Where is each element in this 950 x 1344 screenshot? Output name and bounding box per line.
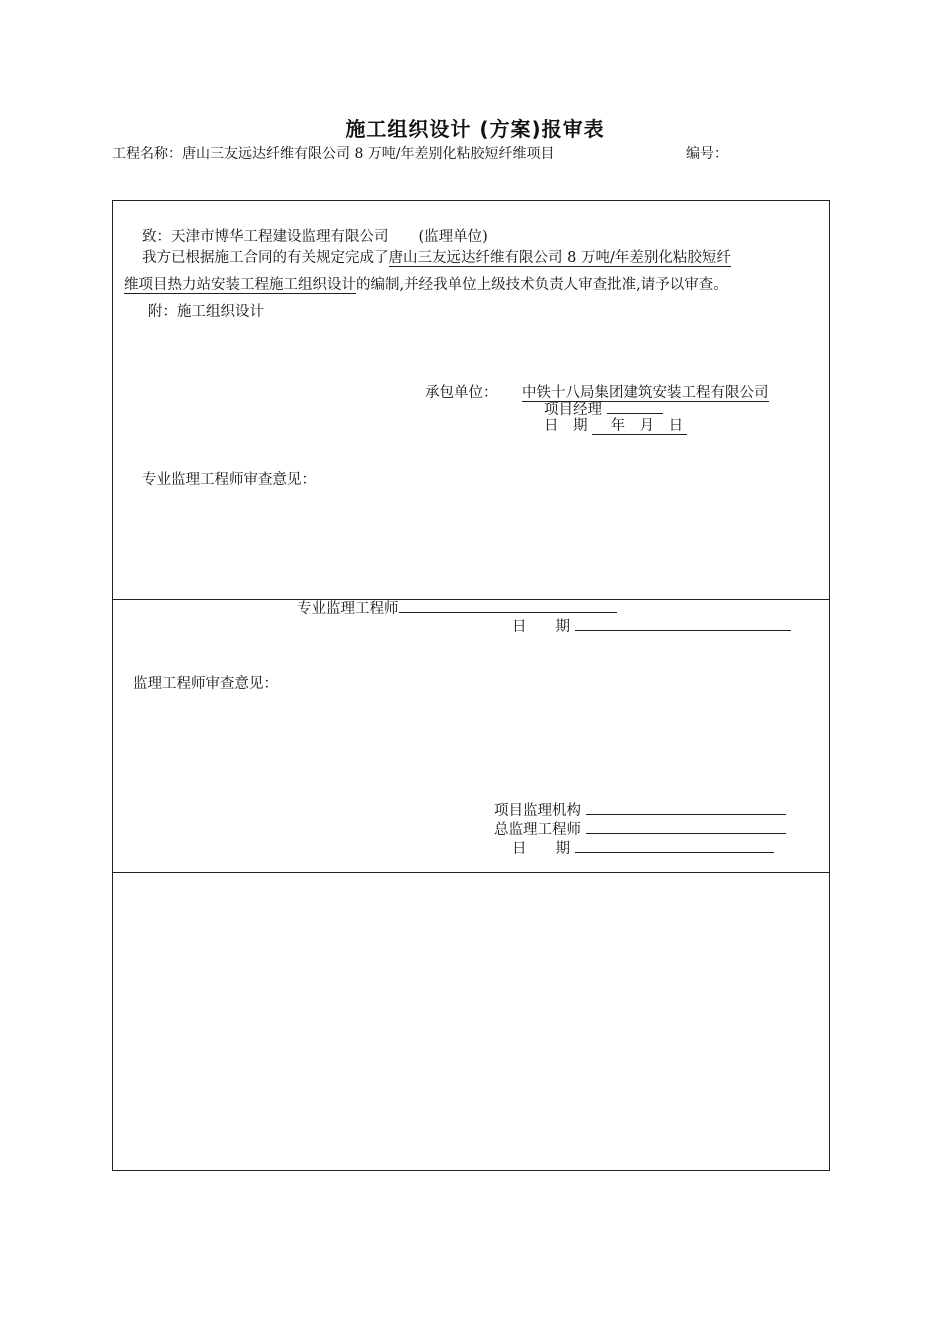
project-label: 工程名称： [112, 146, 182, 162]
date-label: 日 期 [544, 418, 588, 434]
supervision-company: 天津市博华工程建设监理有限公司 [171, 229, 389, 245]
body-line-2 [124, 273, 728, 294]
specialist-label: 专业监理工程师 [297, 601, 399, 617]
specialist-date-line [512, 615, 791, 636]
pm-label: 项目经理 [544, 402, 602, 418]
supervisor-opinion-label: 监理工程师审查意见： [133, 676, 278, 692]
org-label: 项目监理机构 [494, 803, 581, 819]
supervision-role: (监理单位) [418, 229, 488, 245]
specialist-date-label: 日 期 [512, 619, 570, 635]
pm-signature-blank[interactable] [607, 401, 663, 414]
project-name: 唐山三友远达纤维有限公司 8 万吨/年差别化粘胶短纤维项目 [182, 146, 555, 162]
body-line-1 [142, 246, 731, 267]
chief-date-label: 日 期 [512, 841, 570, 857]
chief-signature-blank[interactable] [586, 821, 786, 834]
row-divider-2 [112, 872, 830, 873]
chief-sign-line [494, 818, 786, 839]
number-label: 编号： [686, 146, 728, 162]
contractor-name: 中铁十八局集团建筑安装工程有限公司 [522, 385, 769, 401]
body-underlined-2: 维项目热力站安装工程施工组织设计 [124, 277, 356, 293]
page-title: 施工组织设计 (方案)报审表 [345, 117, 605, 141]
contractor-label: 承包单位： [425, 385, 498, 401]
date-value: 年 月 日 [592, 418, 687, 435]
org-signature-blank[interactable] [586, 802, 786, 815]
specialist-signature-blank[interactable] [399, 600, 617, 613]
chief-label: 总监理工程师 [494, 822, 581, 838]
to-prefix: 致： [142, 229, 171, 245]
body-prefix: 我方已根据施工合同的有关规定完成了 [142, 250, 389, 266]
org-sign-line [494, 799, 786, 820]
project-name-line [112, 143, 555, 163]
attachment-line: 附：施工组织设计 [148, 304, 264, 320]
body-suffix: 的编制,并经我单位上级技术负责人审查批准,请予以审查。 [356, 277, 728, 293]
specialist-opinion-label: 专业监理工程师审查意见： [142, 472, 316, 488]
body-underlined-1: 唐山三友远达纤维有限公司 8 万吨/年差别化粘胶短纤 [388, 250, 731, 266]
contractor-date-line [544, 414, 687, 435]
chief-date-blank[interactable] [575, 840, 774, 853]
addressee-line [142, 225, 488, 246]
specialist-date-blank[interactable] [575, 618, 791, 631]
chief-date-line [512, 837, 774, 858]
